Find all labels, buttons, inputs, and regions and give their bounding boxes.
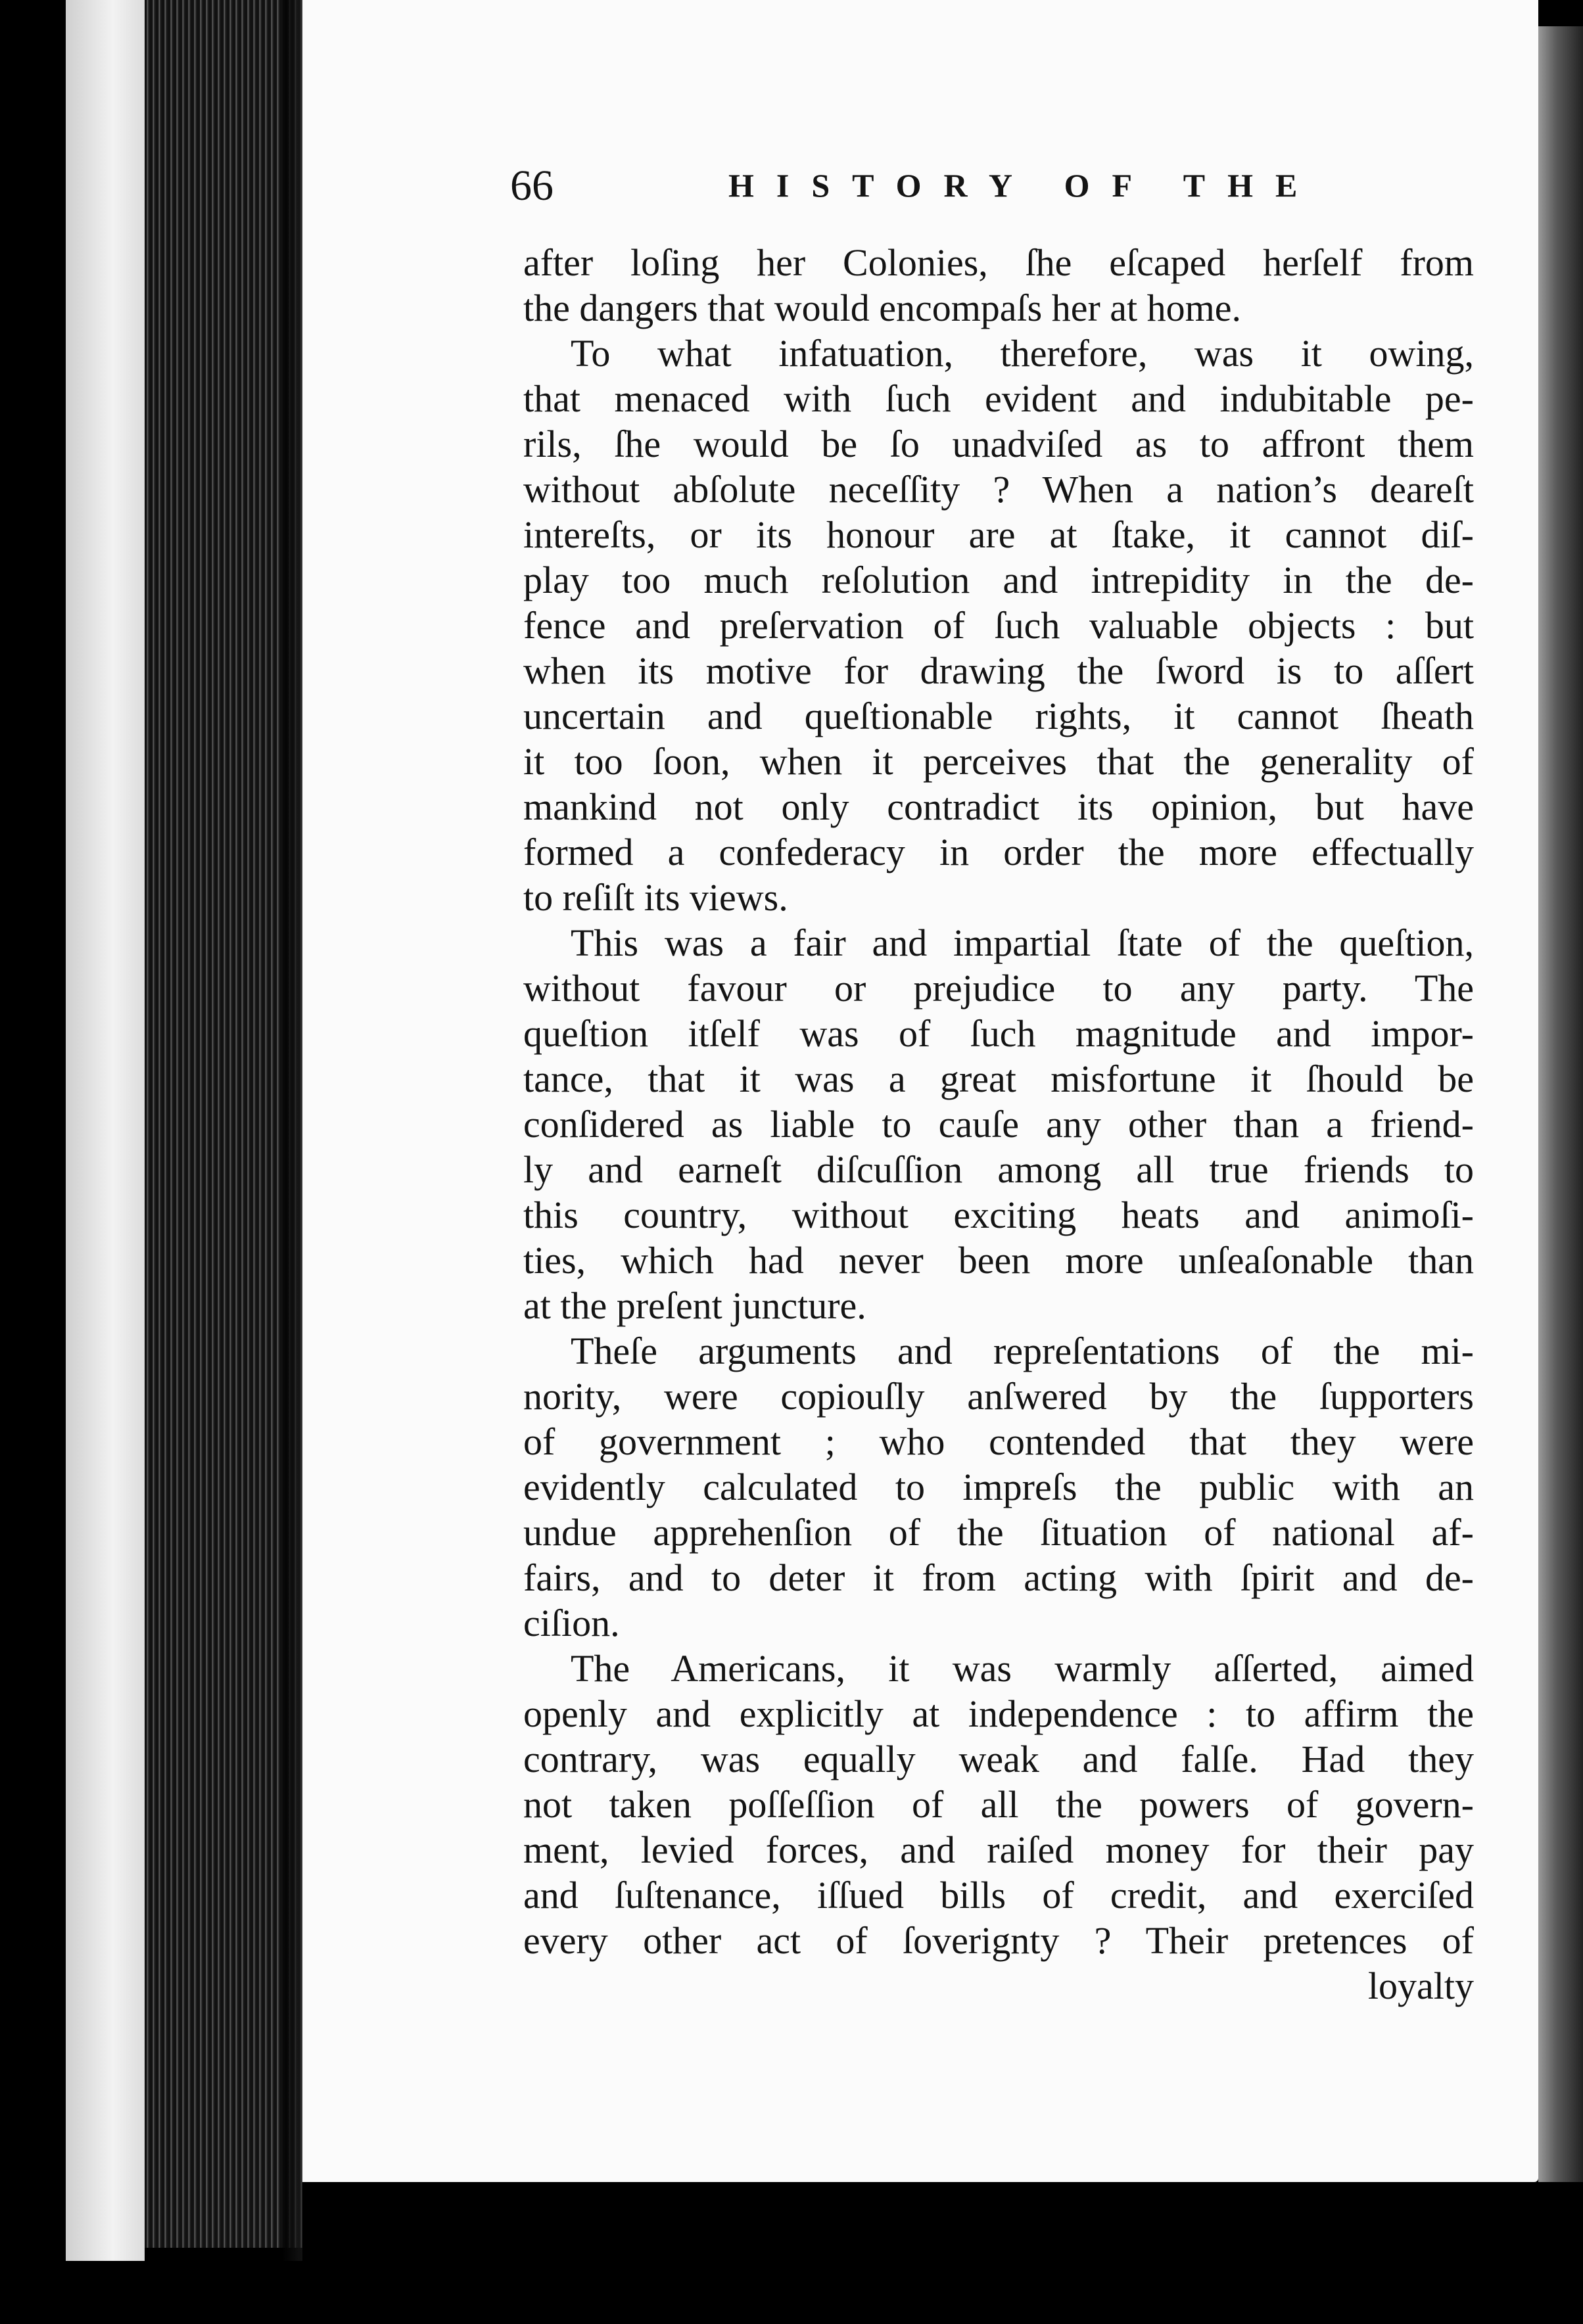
right-page-edge <box>1538 26 1583 2182</box>
text-line: conſidered as liable to cauſe any other than a friend- <box>523 1103 1474 1146</box>
bottom-background <box>302 2182 1583 2324</box>
corner-background <box>1538 0 1583 26</box>
page-number: 66 <box>510 162 554 210</box>
text-line: that menaced with ſuch evident and indubitable pe- <box>523 377 1474 420</box>
text-line: tance, that it was a great misfortune it ſhould be <box>523 1057 1474 1100</box>
text-line: rils, ſhe would be ſo unadviſed as to affront them <box>523 423 1474 465</box>
text-line: formed a confederacy in order the more effectually <box>523 831 1474 873</box>
text-line: not taken poſſeſſion of all the powers of govern- <box>523 1783 1474 1826</box>
text-line: ties, which had never been more unſeaſonable than <box>523 1239 1474 1282</box>
text-line: and ſuſtenance, iſſued bills of credit, and exerciſed <box>523 1874 1474 1917</box>
text-line: after loſing her Colonies, ſhe eſcaped herſelf from <box>523 241 1474 284</box>
text-block <box>510 141 1474 2009</box>
text-line: ment, levied forces, and raiſed money for their pay <box>523 1828 1474 1871</box>
text-line: to reſiſt its views. <box>523 876 788 919</box>
book-edge <box>66 0 145 2261</box>
text-line: this country, without exciting heats and animoſi- <box>523 1194 1474 1236</box>
running-title: HISTORY OF THE <box>728 167 1320 204</box>
text-line: queſtion itſelf was of ſuch magnitude and impor- <box>523 1012 1474 1055</box>
text-line: The Americans, it was warmly aſſerted, aimed <box>571 1647 1474 1690</box>
text-line: play too much reſolution and intrepidity in the de- <box>523 559 1474 601</box>
text-line: intereſts, or its honour are at ſtake, it cannot diſ- <box>523 513 1474 556</box>
text-line: without favour or prejudice to any party. The <box>523 967 1474 1010</box>
text-line: when its motive for drawing the ſword is to aſſert <box>523 649 1474 692</box>
text-line: nority, were copiouſly anſwered by the ſupporters <box>523 1375 1474 1418</box>
text-line: Theſe arguments and repreſentations of the mi- <box>571 1330 1474 1372</box>
catchword: loyalty <box>1367 1964 1474 2007</box>
text-line: of government ; who contended that they were <box>523 1420 1474 1463</box>
text-line: undue apprehenſion of the ſituation of national af- <box>523 1511 1474 1554</box>
text-line: openly and explicitly at independence : to affirm the <box>523 1692 1474 1735</box>
text-line: fairs, and to deter it from acting with ſpirit and de- <box>523 1556 1474 1599</box>
text-line: ly and earneſt diſcuſſion among all true friends to <box>523 1148 1474 1191</box>
page-stack <box>145 0 302 2248</box>
text-line: uncertain and queſtionable rights, it cannot ſheath <box>523 695 1474 737</box>
text-line: contrary, was equally weak and falſe. Had they <box>523 1738 1474 1780</box>
text-line: without abſolute neceſſity ? When a nation’s deareſt <box>523 468 1474 511</box>
text-line: mankind not only contradict its opinion, but have <box>523 785 1474 828</box>
text-line: ciſion. <box>523 1602 620 1644</box>
text-line: To what infatuation, therefore, was it owing, <box>571 332 1474 375</box>
text-line: This was a fair and impartial ſtate of the queſtion, <box>571 921 1474 964</box>
text-line: the dangers that would encompaſs her at home. <box>523 287 1242 329</box>
text-line: evidently calculated to impreſs the public with an <box>523 1466 1474 1508</box>
running-head <box>510 141 1474 240</box>
text-line: every other act of ſoverignty ? Their pretences of <box>523 1919 1474 1962</box>
text-line: it too ſoon, when it perceives that the generality of <box>523 740 1474 783</box>
text-line: fence and preſervation of ſuch valuable objects : but <box>523 604 1474 647</box>
text-line: at the preſent juncture. <box>523 1284 866 1327</box>
